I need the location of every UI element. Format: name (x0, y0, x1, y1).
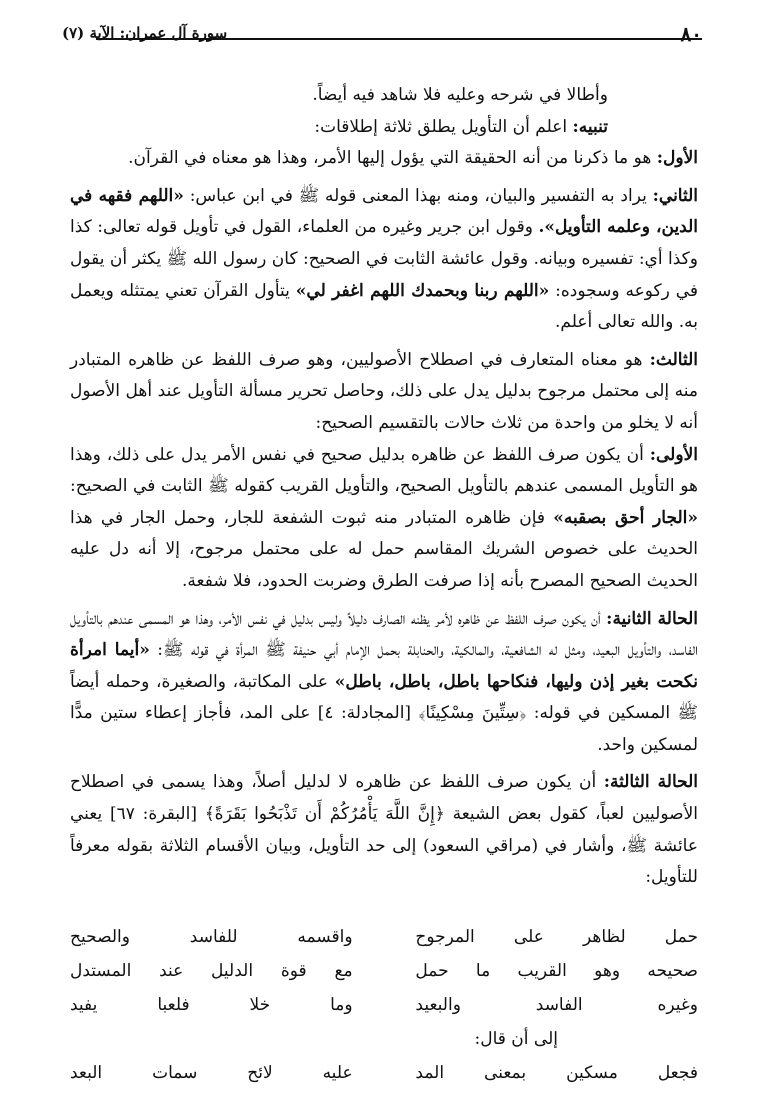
paragraph-second (70, 181, 698, 339)
hadith-quote: «اللهم فقهه في الدين، وعلمه التأويل». (70, 185, 698, 238)
poem-bridge (70, 1022, 698, 1056)
poem-hemistich-right: فجعل مسكين بمعنى المد (415, 1062, 698, 1083)
paragraph-text: فإن ظاهره المتبادر منه ثبوت الشفعة للجار، وحمل الجار في هذا الحديث على خصوص الشريك المقاسم حمل له على محتمل مرجوح، إلا أنه دل عليه الحديث الصحيح المصرح بأنه إذا صرفت الطرق وضربت الحدود، فلا شفعة. (70, 507, 698, 591)
poem-hemistich-left: مع قوة الدليل عند المستدل (70, 960, 353, 981)
paragraph-case-three (70, 767, 698, 893)
poem-line (70, 954, 698, 988)
paragraph-text: يتأول القرآن تعني يمتثله ويعمل به. والله تعالى أعلم. (70, 280, 698, 333)
poem (70, 920, 698, 1090)
hadith-quote: «اللهم ربنا وبحمدك اللهم اغفر لي» (295, 280, 550, 301)
paragraph-first (70, 143, 698, 175)
page-number: ٨٠ (680, 22, 702, 46)
poem-hemistich-right: صحيحه وهو القريب ما حمل (415, 960, 698, 981)
paragraph-text: هو معناه المتعارف في اصطلاح الأصوليين، وهو صرف اللفظ عن ظاهره المتبادر منه إلى محتمل مرجوح بدليل يدل على ذلك، وحاصل تحرير مسألة التأويل عند أهل الأصول أنه لا يخلو من واحدة من ثلاث حالات بالتقسيم الصحيح: (70, 349, 698, 433)
poem-hemistich-left: واقسمه للفاسد والصحيح (70, 926, 353, 947)
paragraph-text: يراد به التفسير والبيان، ومنه بهذا المعنى قوله ﷺ في ابن عباس: (189, 185, 647, 206)
paragraph-lead: الثالث: (649, 349, 698, 370)
paragraph-third (70, 345, 698, 440)
poem-line (70, 1056, 698, 1090)
poem-hemistich-left: عليه لائح سمات البعد (70, 1062, 353, 1083)
paragraph-lead: تنبيه: (572, 116, 608, 137)
hadith-quote: «أيما امرأة نكحت بغير إذن وليها، فنكاحها باطل، باطل، باطل» (70, 640, 699, 692)
paragraph-case-one (70, 440, 698, 598)
paragraph-text: وأطالا في شرحه وعليه فلا شاهد فيه أيضاً. (312, 85, 608, 105)
paragraph-text: على المكاتبة، والصغيرة، وحمله أيضاً ﷺ المسكين في قوله: ﴿سِتِّينَ مِسْكِينًا﴾ [المجادلة: ٤] على المد، فأجاز إعطاء ستين مدًّا لمسكين واحد. (70, 671, 699, 755)
poem-line (70, 988, 698, 1022)
page-header (62, 22, 702, 50)
page-body (70, 80, 698, 1090)
poem-hemistich-right: وغيره الفاسد والبعيد (415, 994, 698, 1015)
paragraph-case-two (70, 604, 698, 762)
paragraph-lead: الحالة الثانية: (606, 608, 698, 629)
hadith-quote: «الجار أحق بصقبه» (553, 507, 698, 528)
paragraph-note (70, 112, 698, 144)
paragraph-text: وقول ابن جرير وغيره من العلماء، القول في تأويل قوله تعالى: كذا وكذا أي: تفسيره وبيانه. وقول عائشة الثابت في الصحيح: كان رسول الله ﷺ يكثر أن يقول في ركوعه وسجوده: (70, 217, 698, 301)
poem-line (70, 920, 698, 954)
poem-hemistich-left: وما خلا فلعبا يفيد (70, 994, 353, 1015)
poem-hemistich-right: حمل لظاهر على المرجوح (415, 926, 698, 947)
paragraph-lead: الحالة الثالثة: (603, 772, 699, 793)
paragraph-text: أن يكون صرف اللفظ عن ظاهره لا لدليل أصلاً، وهذا يسمى في اصطلاح الأصوليين لعباً، كقول بعض الشيعة ﴿إِنَّ اللَّهَ يَأْمُرُكُمْ أَن تَذْبَحُوا بَقَرَةً﴾ [البقرة: ٦٧] يعني عائشة ﷺ، وأشار في (مراقي السعود) إلى حد التأويل، وبيان الأقسام الثلاثة بقوله معرفاً للتأويل: (70, 772, 698, 888)
poem-bridge-text: إلى أن قال: (474, 1028, 558, 1049)
paragraph-lead: الثاني: (652, 185, 699, 206)
paragraph-text: أن يكون صرف اللفظ عن ظاهره بدليل صحيح في نفس الأمر يدل على ذلك، وهذا هو التأويل المسمى عندهم بالتأويل الصحيح، والتأويل القريب كقوله ﷺ الثابت في الصحيح: (70, 444, 698, 497)
paragraph-text: اعلم أن التأويل يطلق ثلاثة إطلاقات: (314, 116, 568, 137)
paragraph-lead: الأول: (656, 148, 698, 169)
header-rule (96, 38, 702, 40)
paragraph-lead: الأولى: (649, 444, 698, 465)
running-title: سورة آل عمران: الآية (٧) (62, 24, 228, 42)
paragraph-text: هو ما ذكرنا من أنه الحقيقة التي يؤول إليها الأمر، وهذا هو معناه في القرآن. (128, 148, 652, 169)
paragraph-text: أن يكون صرف اللفظ عن ظاهره لأمر يظنه الصارف دليلاً وليس بدليل في نفس الأمر، وهذا هو المسمى عندهم بالتأويل الفاسد، والتأويل البعيد، ومثل له الشافعية، والمالكية، والحنابلة بحمل الإمام أبي حنيفة ﷺ المرأة في قوله ﷺ: (70, 608, 698, 661)
paragraph-continuation (70, 80, 698, 112)
